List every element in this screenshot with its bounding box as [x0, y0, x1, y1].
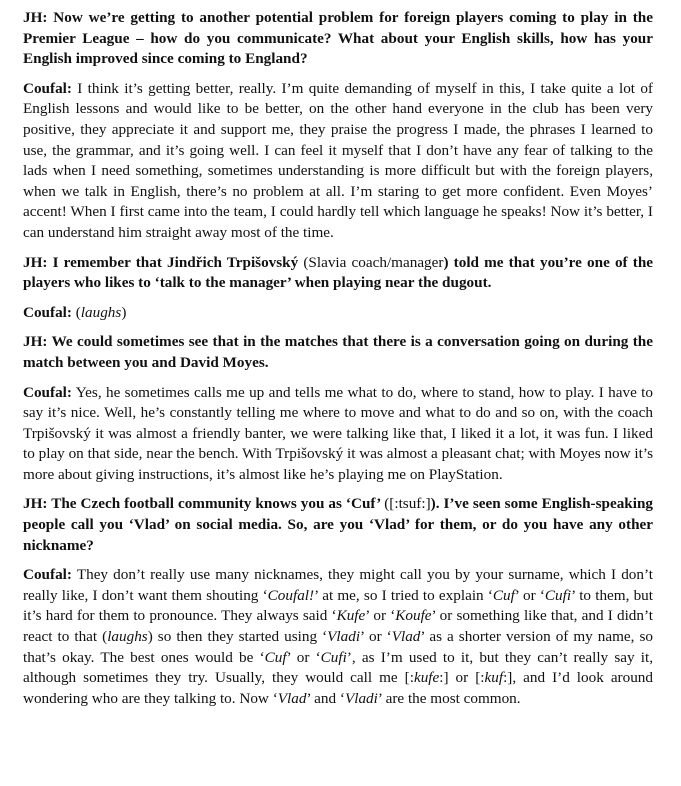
- question-aside: ([:tsuf:]: [384, 495, 431, 513]
- answer-italic: Vladi: [344, 689, 378, 707]
- question-text: ) told me that you’re one of the players who likes to ‘talk to the manager’ when playing near the dugout.: [23, 253, 654, 292]
- answer-italic: Vlad: [391, 628, 421, 646]
- answer-text: ’ or ‘: [365, 607, 396, 625]
- answer-text: I think it’s getting better, really. I’m quite demanding of myself in this, I take quite a lot of English lessons and would like to be better, on the other hand everyone in the club has been very positive, they appreciate it and support me, they praise the progress I made, the phrases I learned to use, the grammar, and it’s going well. I can feel it myself that I don’t have any fear of talking to the lads when I need something, sometimes understanding is more difficult but with the foreign players, when we talk in English, there’s no problem at all. I’m staring to get more confident. Even Moyes’ accent! When I first came into the team, I could hardly tell which language he speaks! Now it’s better, I can understand him straight away most of the time.: [23, 79, 653, 241]
- answer-text: ’ and ‘: [306, 689, 345, 707]
- answer-italic: kufe: [413, 669, 440, 687]
- question-text: Now we’re getting to another potential problem for foreign players coming to play in the Premier League – how do you communicate? What about your English skills, how has your English improved since coming to England?: [23, 9, 653, 68]
- answer-text: ): [121, 303, 127, 321]
- answer-italic: laughs: [107, 628, 148, 646]
- question-1: [23, 8, 653, 70]
- answer-italic: kuf: [484, 669, 504, 687]
- answer-text: ’ as a shorter version of my name, so that’s okay. The best ones would be ‘: [23, 628, 653, 666]
- speaker-jh: JH:: [23, 333, 48, 351]
- question-text: I remember that Jindřich Trpišovský: [47, 253, 304, 271]
- answer-italic: Vladi: [327, 628, 361, 646]
- answer-3: [23, 383, 653, 486]
- answer-text: :], and I’d look around wondering who are they talking to. Now ‘: [23, 669, 653, 707]
- question-text: We could sometimes see that in the matches that there is a conversation going on during the match between you and David Moyes.: [23, 333, 653, 371]
- answer-italic: Vlad: [277, 689, 307, 707]
- answer-italic: Kufe: [336, 607, 366, 625]
- speaker-coufal: Coufal:: [23, 566, 72, 584]
- answer-4: [23, 565, 653, 709]
- answer-text: ’ to them, but it’s hard for them to pronounce. They always said ‘: [23, 586, 653, 625]
- answer-italic: Cuf: [492, 586, 515, 604]
- answer-italic: Koufe: [395, 607, 432, 625]
- answer-italic: Cufi: [320, 648, 347, 666]
- question-4: [23, 494, 653, 556]
- answer-text: ) so then they started using ‘: [147, 628, 328, 646]
- answer-text: ’ or ‘: [360, 628, 392, 646]
- answer-1: [23, 79, 653, 244]
- question-2: [23, 253, 653, 294]
- answer-text: Yes, he sometimes calls me up and tells me what to do, where to stand, how to play. I have to say it’s nice. Well, he’s constantly telling me where to move and what to do and so on, with the coach Trpišovský it was almost a friendly banter, we were talking like that, I liked it a lot, it was fun. I liked to play on that side, near the bench. With Trpišovský it was almost a pleasant chat; with Moyes now it’s more about giving instructions, it’s almost like he’s playing me on PlayStation.: [23, 383, 653, 483]
- answer-text: ’, as I’m used to it, but they can’t really say it, although sometimes they try. Usually, they would call me [:: [23, 648, 654, 687]
- answer-text: ’ are the most common.: [377, 689, 521, 707]
- answer-italic: Cufi: [544, 586, 572, 604]
- question-text: The Czech football community knows you as ‘Cuf’: [47, 495, 385, 513]
- speaker-jh: JH:: [23, 253, 48, 271]
- answer-text: ’ or ‘: [514, 586, 545, 604]
- speaker-coufal: Coufal:: [23, 79, 72, 97]
- answer-italic: Cuf: [264, 648, 287, 666]
- answer-text: ’ at me, so I tried to explain ‘: [314, 586, 493, 604]
- speaker-coufal: Coufal:: [23, 303, 72, 321]
- speaker-jh: JH:: [23, 9, 48, 26]
- speaker-coufal: Coufal:: [23, 383, 72, 401]
- question-aside: (Slavia coach/manager: [303, 253, 444, 271]
- answer-italic: laughs: [80, 303, 122, 321]
- question-3: [23, 332, 653, 373]
- answer-text: ’ or something like that, and I didn’t react to that (: [23, 607, 653, 646]
- answer-2: [23, 303, 653, 324]
- answer-text: ’ or ‘: [286, 648, 321, 666]
- speaker-jh: JH:: [23, 495, 48, 513]
- answer-text: :] or [:: [439, 669, 485, 687]
- answer-text: (: [71, 303, 81, 321]
- question-text: ). I’ve seen some English-speaking people call you ‘Vlad’ on social media. So, are you ‘Vlad’ for them, or do you have any other nickname?: [23, 495, 653, 554]
- answer-text: They don’t really use many nicknames, they might call you by your surname, which I don’t really like, I don’t want them shouting ‘: [23, 566, 653, 604]
- answer-italic: Coufal!: [267, 586, 315, 604]
